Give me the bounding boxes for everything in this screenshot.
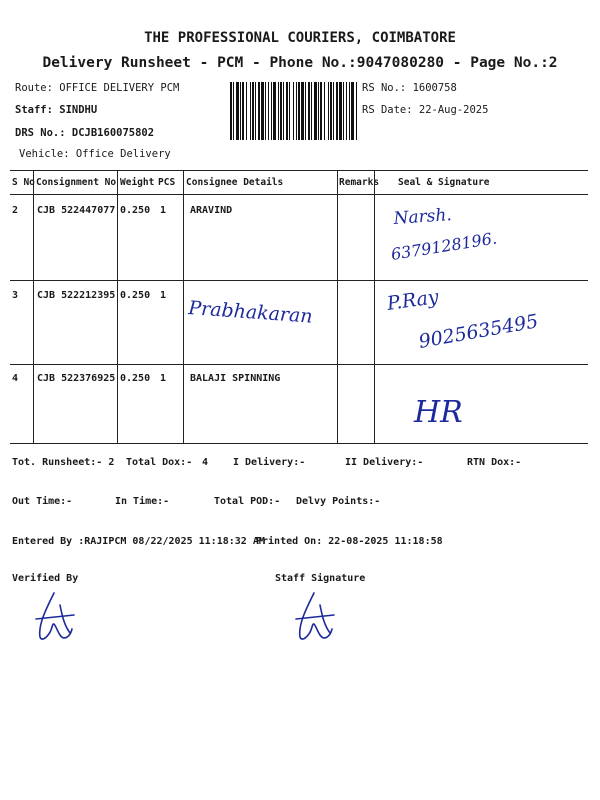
column-divider — [117, 170, 118, 443]
row-sno: 4 — [12, 373, 19, 384]
tot-runsheet: Tot. Runsheet:- 2 — [12, 457, 115, 468]
drs-number: DRS No.: DCJB160075802 — [15, 127, 155, 139]
staff-label: Staff: SINDHU — [15, 104, 98, 116]
row-weight: 0.250 — [120, 205, 151, 216]
staff-signature-label: Staff Signature — [275, 573, 366, 584]
row-weight: 0.250 — [120, 290, 151, 301]
vehicle-label: Vehicle: Office Delivery — [19, 148, 171, 160]
header-sno: S No — [12, 177, 35, 188]
total-pod: Total POD:- — [214, 496, 281, 507]
row-weight: 0.250 — [120, 373, 151, 384]
column-divider — [337, 170, 338, 443]
column-divider — [33, 170, 34, 443]
total-dox-label: Total Dox:- — [126, 457, 193, 468]
handwritten-signature — [380, 198, 580, 278]
header-weight: Weight — [120, 177, 155, 188]
row-consignee: ARAVIND — [190, 205, 233, 216]
row-sno: 3 — [12, 290, 19, 301]
header-seal-signature: Seal & Signature — [398, 177, 490, 188]
company-title: THE PROFESSIONAL COURIERS, COIMBATORE — [144, 30, 456, 46]
route-label: Route: OFFICE DELIVERY PCM — [15, 82, 180, 94]
signature-name: HR — [414, 395, 463, 430]
column-divider — [374, 170, 375, 443]
row-consignment-no: CJB 522376925 — [37, 373, 116, 384]
in-time: In Time:- — [115, 496, 170, 507]
signature-name: Narsh. — [392, 204, 453, 229]
row-pcs: 1 — [160, 290, 167, 301]
handwritten-signature — [400, 382, 520, 437]
column-divider — [183, 170, 184, 443]
row-consignee: BALAJI SPINNING — [190, 373, 281, 384]
row-consignment-no: CJB 522212395 — [37, 290, 116, 301]
handwritten-consignee — [186, 284, 336, 334]
header-remarks: Remarks — [339, 177, 380, 188]
rs-number: RS No.: 1600758 — [362, 82, 457, 94]
staff-signature-scribble — [290, 585, 350, 645]
signature-phone: 6379128196. — [389, 228, 499, 264]
row-consignee: Prabhakaran — [187, 297, 314, 328]
i-delivery: I Delivery:- — [233, 457, 306, 468]
printed-on: Printed On: 22-08-2025 11:18:58 — [256, 536, 443, 547]
entered-by: Entered By :RAJIPCM 08/22/2025 11:18:32 AM — [12, 536, 265, 547]
verifier-signature-scribble — [30, 585, 90, 645]
row-pcs: 1 — [160, 205, 167, 216]
total-dox-value: 4 — [202, 457, 209, 468]
signature-phone: 9025635495 — [417, 310, 540, 353]
row-sno: 2 — [12, 205, 19, 216]
delvy-points: Delvy Points:- — [296, 496, 381, 507]
out-time: Out Time:- — [12, 496, 73, 507]
barcode-image — [230, 82, 358, 140]
signature-name: P.Ray — [385, 285, 440, 315]
table-bottom-border — [10, 443, 588, 444]
runsheet-subtitle: Delivery Runsheet - PCM - Phone No.:9047080280 - Page No.:2 — [42, 55, 558, 71]
row-divider — [10, 280, 588, 281]
row-divider — [10, 364, 588, 365]
handwritten-signature — [380, 282, 580, 362]
ii-delivery: II Delivery:- — [345, 457, 424, 468]
header-consignee: Consignee Details — [186, 177, 284, 188]
rs-date: RS Date: 22-Aug-2025 — [362, 104, 489, 116]
table-top-border — [10, 170, 588, 171]
table-header-border — [10, 194, 588, 195]
rtn-dox: RTN Dox:- — [467, 457, 522, 468]
verified-by-label: Verified By — [12, 573, 79, 584]
row-pcs: 1 — [160, 373, 167, 384]
header-consignment: Consignment No — [36, 177, 117, 188]
row-consignment-no: CJB 522447077 — [37, 205, 116, 216]
header-pcs: PCS — [158, 177, 176, 188]
